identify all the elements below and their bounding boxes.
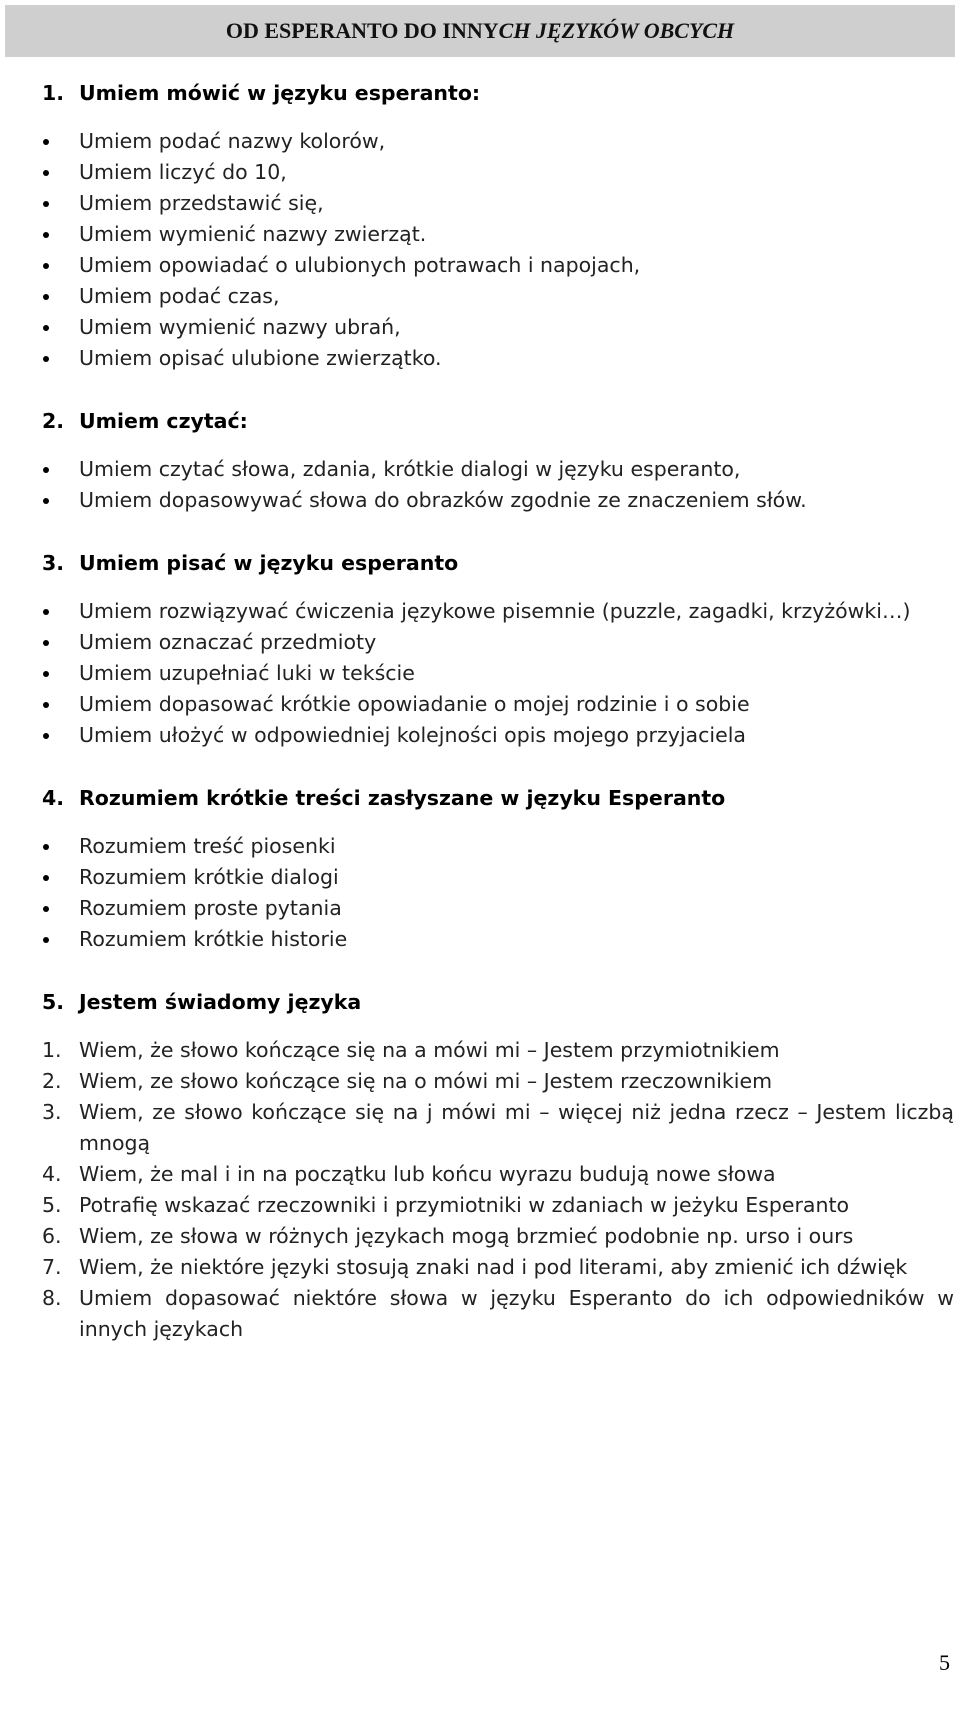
section-title: Jestem świadomy języka	[79, 990, 362, 1014]
page-number: 5	[939, 1650, 950, 1675]
section-heading	[42, 78, 954, 108]
bullet-icon	[42, 126, 79, 157]
list-item: Umiem podać nazwy kolorów,	[42, 126, 954, 157]
section-number: 4.	[42, 786, 65, 810]
page-title	[226, 18, 734, 44]
list-item: Umiem rozwiązywać ćwiczenia językowe pisemnie (puzzle, zagadki, krzyżówki…)	[42, 596, 954, 627]
list-item: Umiem uzupełniać luki w tekście	[42, 658, 954, 689]
bullet-icon	[42, 454, 79, 485]
list-item: 6. Wiem, ze słowa w różnych językach mogą brzmieć podobnie np. urso i ours	[42, 1224, 854, 1248]
list-item: Rozumiem treść piosenki	[42, 831, 954, 862]
list-item: 4. Wiem, że mal i in na początku lub końcu wyrazu budują nowe słowa	[42, 1162, 776, 1186]
bullet-icon	[42, 281, 79, 312]
bullet-icon	[42, 658, 79, 689]
list-item: 1. Wiem, że słowo kończące się na a mówi mi – Jestem przymiotnikiem	[42, 1038, 780, 1062]
page-header	[5, 5, 955, 57]
bullet-icon	[42, 862, 79, 893]
section-title: Umiem mówić w języku esperanto:	[79, 81, 481, 105]
list-item: Umiem ułożyć w odpowiedniej kolejności opis mojego przyjaciela	[42, 720, 954, 751]
list-item: Rozumiem proste pytania	[42, 893, 954, 924]
list-item: Umiem oznaczać przedmioty	[42, 627, 954, 658]
section-heading	[42, 987, 954, 1017]
section-heading	[42, 406, 954, 436]
section-number: 2.	[42, 409, 65, 433]
bullet-list	[42, 126, 954, 374]
bullet-list	[42, 454, 954, 516]
list-item: 5. Potrafię wskazać rzeczowniki i przymiotniki w zdaniach w jeżyku Esperanto	[42, 1193, 850, 1217]
list-item: Umiem przedstawić się,	[42, 188, 954, 219]
section-number: 5.	[42, 990, 65, 1014]
bullet-icon	[42, 188, 79, 219]
bullet-icon	[42, 343, 79, 374]
bullet-icon	[42, 924, 79, 955]
bullet-icon	[42, 893, 79, 924]
list-item: Umiem podać czas,	[42, 281, 954, 312]
section-title: Umiem pisać w języku esperanto	[79, 551, 459, 575]
list-item: Umiem wymienić nazwy zwierząt.	[42, 219, 954, 250]
section-heading	[42, 548, 954, 578]
bullet-icon	[42, 627, 79, 658]
bullet-list	[42, 596, 954, 751]
bullet-icon	[42, 596, 79, 627]
list-item: 8. Umiem dopasować niektóre słowa w języku Esperanto do ich odpowiedników w innych językach	[42, 1286, 954, 1341]
list-item: Umiem czytać słowa, zdania, krótkie dialogi w języku esperanto,	[42, 454, 954, 485]
page-title-italic: CH JĘZYKÓW OBCYCH	[498, 18, 735, 43]
numbered-list	[42, 1035, 954, 1345]
document-body	[42, 78, 954, 1345]
bullet-icon	[42, 689, 79, 720]
bullet-icon	[42, 250, 79, 281]
bullet-list	[42, 831, 954, 955]
bullet-icon	[42, 312, 79, 343]
bullet-icon	[42, 219, 79, 250]
section-title: Umiem czytać:	[79, 409, 248, 433]
section-number: 1.	[42, 81, 65, 105]
section-title: Rozumiem krótkie treści zasłyszane w języku Esperanto	[79, 786, 726, 810]
list-item: Umiem opowiadać o ulubionych potrawach i napojach,	[42, 250, 954, 281]
list-item: Rozumiem krótkie historie	[42, 924, 954, 955]
list-item: Umiem dopasować krótkie opowiadanie o mojej rodzinie i o sobie	[42, 689, 954, 720]
section-number: 3.	[42, 551, 65, 575]
bullet-icon	[42, 831, 79, 862]
list-item: Umiem dopasowywać słowa do obrazków zgodnie ze znaczeniem słów.	[42, 485, 954, 516]
list-item: Umiem wymienić nazwy ubrań,	[42, 312, 954, 343]
list-item: 3. Wiem, ze słowo kończące się na j mówi mi – więcej niż jedna rzecz – Jestem liczbą mnogą	[42, 1100, 954, 1155]
list-item: 2. Wiem, ze słowo kończące się na o mówi mi – Jestem rzeczownikiem	[42, 1069, 773, 1093]
page-title-upright: OD ESPERANTO DO INNY	[225, 18, 499, 43]
list-item: 7. Wiem, że niektóre języki stosują znaki nad i pod literami, aby zmienić ich dźwięk	[42, 1255, 908, 1279]
bullet-icon	[42, 720, 79, 751]
section-heading	[42, 783, 954, 813]
bullet-icon	[42, 157, 79, 188]
list-item: Umiem liczyć do 10,	[42, 157, 954, 188]
list-item: Umiem opisać ulubione zwierzątko.	[42, 343, 954, 374]
bullet-icon	[42, 485, 79, 516]
list-item: Rozumiem krótkie dialogi	[42, 862, 954, 893]
